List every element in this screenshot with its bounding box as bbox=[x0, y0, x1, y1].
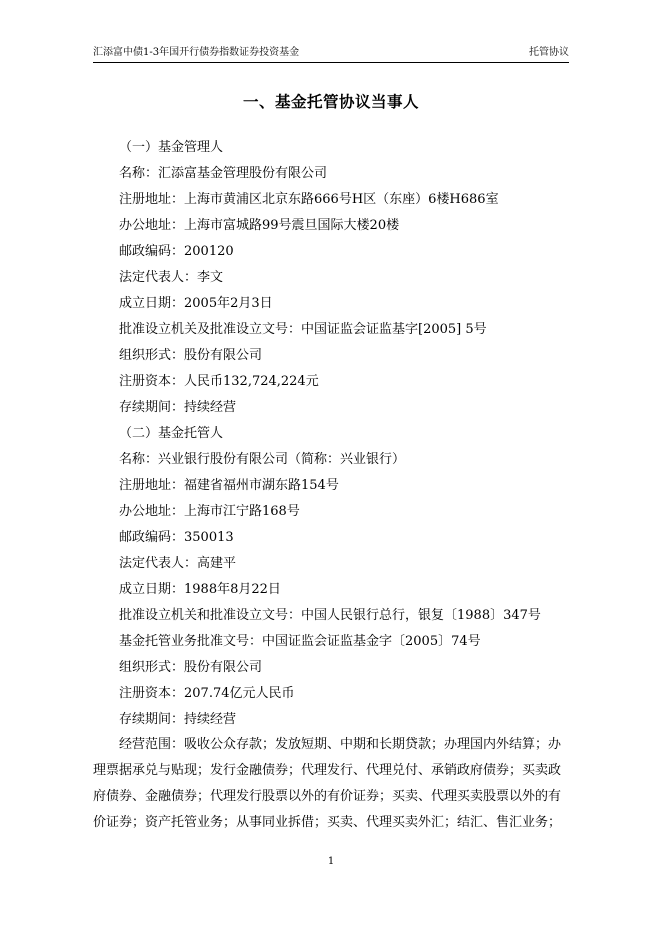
header-fund-name: 汇添富中债1-3年国开行债券指数证券投资基金 bbox=[93, 47, 300, 58]
custodian-business-approval: 基金托管业务批准文号：中国证监会证监基金字〔2005〕74号 bbox=[119, 634, 481, 649]
business-scope-paragraph bbox=[93, 732, 571, 836]
business-scope-line: 经营范围：吸收公众存款；发放短期、中期和长期贷款；办理国内外结算；办 bbox=[119, 737, 562, 752]
manager-registered-address: 注册地址：上海市黄浦区北京东路666号H区（东座）6楼H686室 bbox=[119, 192, 499, 207]
custodian-name: 名称：兴业银行股份有限公司（简称：兴业银行） bbox=[119, 452, 406, 467]
party-details bbox=[93, 135, 571, 733]
custodian-registered-capital: 注册资本：207.74亿元人民币 bbox=[119, 686, 295, 701]
custodian-approval: 批准设立机关和批准设立文号：中国人民银行总行，银复〔1988〕347号 bbox=[119, 608, 541, 623]
custodian-office-address: 办公地址：上海市江宁路168号 bbox=[119, 504, 300, 519]
manager-established-date: 成立日期：2005年2月3日 bbox=[119, 296, 273, 311]
custodian-registered-address: 注册地址：福建省福州市湖东路154号 bbox=[119, 478, 339, 493]
manager-office-address: 办公地址：上海市富城路99号震旦国际大楼20楼 bbox=[119, 218, 400, 233]
manager-duration: 存续期间：持续经营 bbox=[119, 400, 237, 415]
custodian-legal-representative: 法定代表人：高建平 bbox=[119, 556, 237, 571]
header-doc-type: 托管协议 bbox=[529, 47, 569, 58]
manager-name: 名称：汇添富基金管理股份有限公司 bbox=[119, 166, 328, 181]
business-scope-line: 价证券；资产托管业务；从事同业拆借；买卖、代理买卖外汇；结汇、售汇业务； bbox=[93, 815, 562, 830]
page-number: 1 bbox=[327, 856, 335, 867]
section-title: 一、基金托管协议当事人 bbox=[242, 92, 419, 111]
subsection-heading-custodian: （二）基金托管人 bbox=[119, 426, 224, 441]
subsection-heading-manager: （一）基金管理人 bbox=[119, 140, 224, 155]
business-scope-line: 理票据承兑与贴现；发行金融债券；代理发行、代理兑付、承销政府债券；买卖政 bbox=[93, 763, 562, 778]
manager-legal-representative: 法定代表人：李文 bbox=[119, 270, 224, 285]
manager-postal-code: 邮政编码：200120 bbox=[119, 244, 234, 259]
custodian-organization-form: 组织形式：股份有限公司 bbox=[119, 660, 263, 675]
page-header bbox=[93, 44, 569, 63]
manager-approval: 批准设立机关及批准设立文号：中国证监会证监基字[2005] 5号 bbox=[119, 322, 487, 337]
custodian-postal-code: 邮政编码：350013 bbox=[119, 530, 234, 545]
custodian-established-date: 成立日期：1988年8月22日 bbox=[119, 582, 281, 597]
manager-organization-form: 组织形式：股份有限公司 bbox=[119, 348, 263, 363]
custodian-duration: 存续期间：持续经营 bbox=[119, 712, 237, 727]
business-scope-line: 府债券、金融债券；代理发行股票以外的有价证券；买卖、代理买卖股票以外的有 bbox=[93, 789, 562, 804]
manager-registered-capital: 注册资本：人民币132,724,224元 bbox=[119, 374, 319, 389]
